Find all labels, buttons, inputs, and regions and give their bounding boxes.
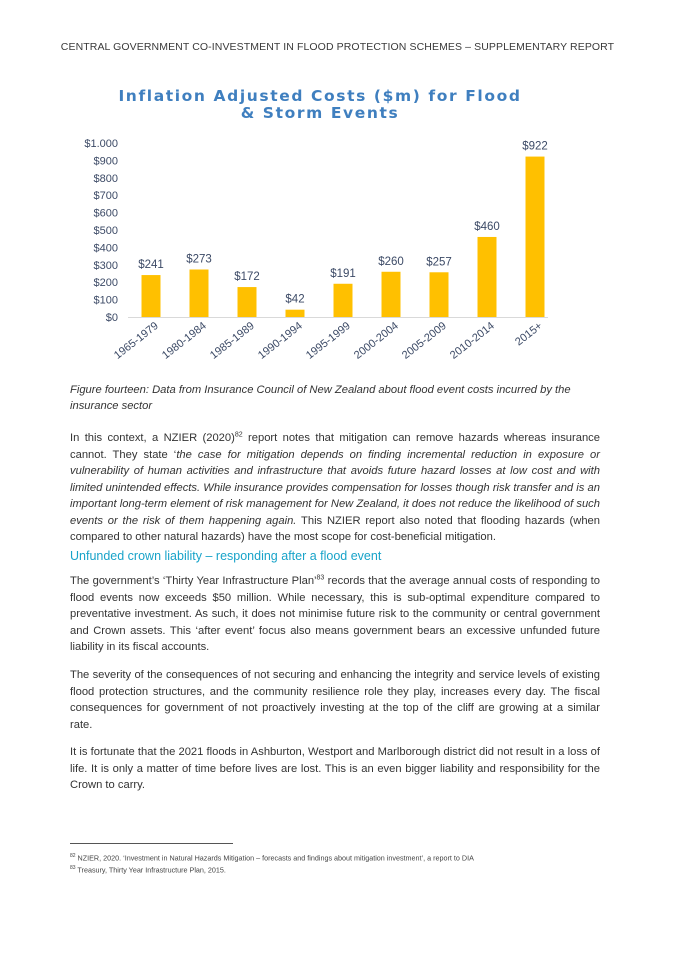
- bar-1995-1999: [334, 284, 353, 317]
- x-tick-label-2010-2014: 2010-2014: [448, 319, 497, 362]
- bar-chart: [0, 0, 675, 380]
- y-tick-label: $700: [93, 190, 118, 203]
- paragraph-nzier: [70, 430, 600, 546]
- footnote-ref-82: 82: [234, 431, 243, 439]
- x-tick-label-1985-1989: 1985-1989: [208, 319, 257, 362]
- p1-text-b: report notes that mitigation can remove hazards whereas insurance cannot. They state ‘: [70, 432, 600, 461]
- data-label-2015+: $922: [522, 140, 548, 153]
- y-tick-label: $800: [93, 172, 118, 185]
- data-label-1980-1984: $273: [186, 253, 212, 266]
- data-label-1995-1999: $191: [330, 267, 356, 280]
- y-tick-label: $500: [93, 225, 118, 237]
- bar-2015+: [526, 157, 545, 317]
- paragraph-severity: The severity of the consequences of not securing and enhancing the integrity and service levels of existing flood protection structures, and the community resilience role they play, increases every day. The fiscal consequences for government of not proactively investing at the top of the cliff are growing at a similar rate.: [70, 669, 600, 731]
- footnote-82-number: 82: [70, 853, 76, 859]
- footnote-83-text: Treasury, Thirty Year Infrastructure Plan, 2015.: [75, 865, 226, 875]
- x-tick-label-1990-1994: 1990-1994: [256, 319, 305, 362]
- bar-1965-1979: [142, 275, 161, 317]
- bar-2000-2004: [382, 272, 401, 317]
- p1-text-a: In this context, a NZIER (2020): [70, 432, 235, 444]
- bar-1985-1989: [238, 287, 257, 317]
- footnote-82-text: NZIER, 2020. ‘Investment in Natural Hazards Mitigation – forecasts and findings about mitigation investment’, a report to DIA: [75, 853, 474, 863]
- y-tick-label: $0: [105, 312, 118, 324]
- x-tick-label-1965-1979: 1965-1979: [112, 319, 161, 362]
- data-label-1990-1994: $42: [285, 293, 305, 306]
- footnote-divider: [70, 843, 233, 844]
- figure-caption: Figure fourteen: Data from Insurance Council of New Zealand about flood event costs incurred by the insurance sector: [70, 384, 571, 412]
- chart-title-line2: & Storm Events: [240, 104, 400, 122]
- section-heading: Unfunded crown liability – responding after a flood event: [70, 549, 382, 563]
- paragraph-infrastructure-plan: [70, 573, 600, 656]
- p1-quote: the case for mitigation depends on finding incremental reduction in exposure or vulnerability of human activities and infrastructure that avoids future hazard losses at low cost and with limited unintended effects. While insurance provides compensation for losses though risk transfer and is an important long-term element of risk management for New Zealand, it does not reduce the likelihood of such events or the risk of them happening again.: [70, 448, 600, 527]
- x-tick-label-2015+: 2015+: [513, 319, 545, 349]
- paragraph-floods-2021: It is fortunate that the 2021 floods in Ashburton, Westport and Marlborough district did not result in a loss of life. It is only a matter of time before lives are lost. This is an even bigger liability and responsibility for the Crown to carry.: [70, 746, 600, 791]
- bar-1980-1984: [190, 269, 209, 317]
- data-label-2000-2004: $260: [378, 255, 404, 268]
- y-tick-label: $900: [93, 155, 118, 168]
- data-label-1985-1989: $172: [234, 271, 260, 284]
- y-tick-label: $200: [93, 277, 118, 290]
- bar-2005-2009: [430, 272, 449, 317]
- bar-1990-1994: [286, 310, 305, 317]
- bar-2010-2014: [478, 237, 497, 317]
- y-tick-label: $100: [93, 294, 118, 307]
- footnote-83: [70, 865, 226, 874]
- y-tick-label: $300: [93, 259, 118, 272]
- data-label-2005-2009: $257: [426, 256, 452, 269]
- y-tick-label: $400: [93, 242, 118, 255]
- footnote-82: [70, 853, 474, 862]
- x-tick-label-2000-2004: 2000-2004: [352, 319, 401, 362]
- data-label-2010-2014: $460: [474, 220, 500, 233]
- footnote-83-number: 83: [70, 865, 76, 871]
- x-tick-label-2005-2009: 2005-2009: [400, 319, 449, 362]
- x-tick-label-1980-1984: 1980-1984: [160, 319, 209, 362]
- p1-text-c: This NZIER report also noted that flooding hazards (when compared to other natural hazards) have the most scope for cost-beneficial mitigation.: [70, 514, 600, 543]
- page-header: CENTRAL GOVERNMENT CO-INVESTMENT IN FLOOD PROTECTION SCHEMES – SUPPLEMENTARY REPORT: [60, 41, 615, 53]
- footnote-ref-83: 83: [316, 574, 325, 582]
- y-tick-label: $600: [93, 207, 118, 220]
- chart-title-line1: Inflation Adjusted Costs ($m) for Flood: [118, 87, 522, 105]
- y-tick-label: $1.000: [84, 138, 118, 150]
- x-tick-label-1995-1999: 1995-1999: [304, 319, 353, 362]
- data-label-1965-1979: $241: [138, 259, 164, 272]
- p2-text-a: The government’s ‘Thirty Year Infrastructure Plan’: [70, 575, 317, 587]
- p2-text-b: records that the average annual costs of responding to flood events now exceeds $50 million. While necessary, this is sub-optimal expenditure compared to preventative investment. As such, it does not minimise future risk to the community or central government and Crown assets. This ‘after event’ focus also means government bears an excessive unfunded future liability in its fiscal accounts.: [70, 575, 600, 653]
